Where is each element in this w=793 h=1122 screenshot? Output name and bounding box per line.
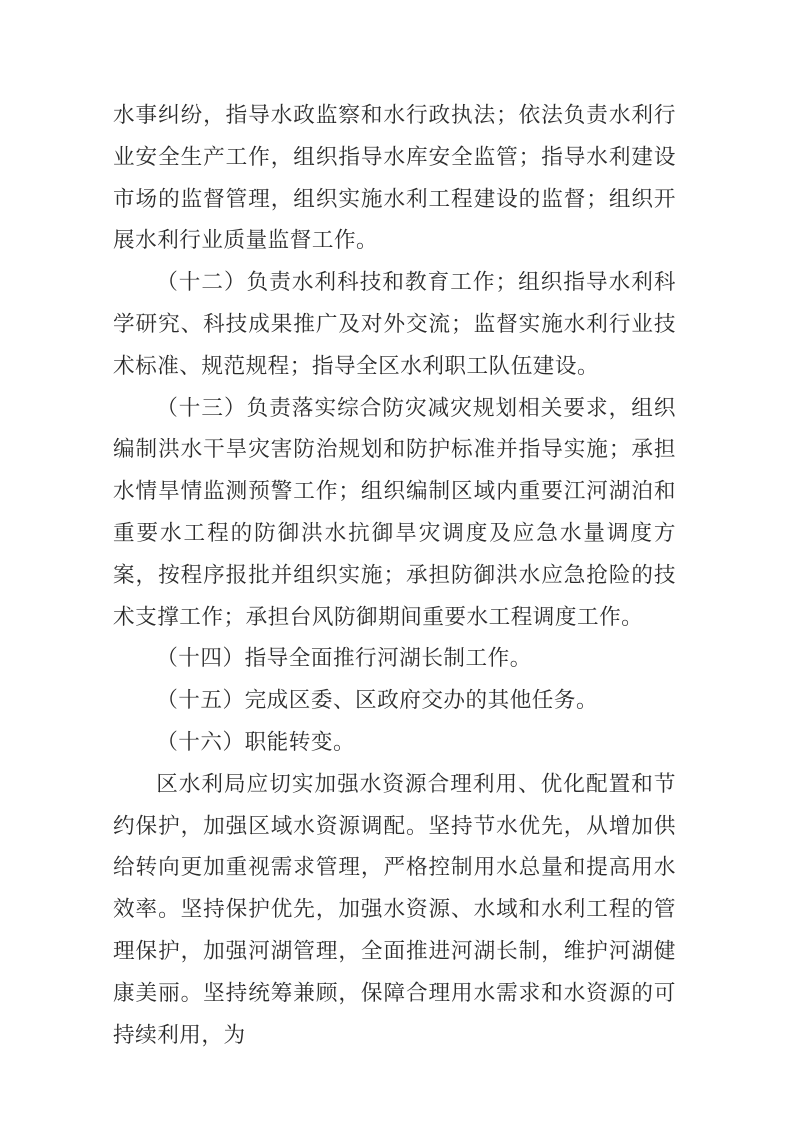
paragraph: （十二）负责水利科技和教育工作；组织指导水利科学研究、科技成果推广及对外交流；监督实施水利行业技术标准、规范规程；指导全区水利职工队伍建设。 [113, 270, 676, 378]
paragraph: （十六）职能转变。 [156, 729, 356, 754]
paragraph: 区水利局应切实加强水资源合理利用、优化配置和节约保护，加强区域水资源调配。坚持节水优先，从增加供给转向更加重视需求管理，严格控制用水总量和提高用水效率。坚持保护优先，加强水资源、水域和水利工程的管理保护，加强河湖管理，全面推进河湖长制，维护河湖健康美丽。坚持统筹兼顾，保障合理用水需求和水资源的可持续利用，为 [113, 771, 676, 1047]
document-body [113, 95, 676, 1056]
paragraph: 水事纠纷，指导水政监察和水行政执法；依法负责水利行业安全生产工作，组织指导水库安全监管；指导水利建设市场的监督管理，组织实施水利工程建设的监督；组织开展水利行业质量监督工作。 [113, 103, 676, 253]
paragraph: （十三）负责落实综合防灾减灾规划相关要求，组织编制洪水干旱灾害防治规划和防护标准并指导实施；承担水情旱情监测预警工作；组织编制区域内重要江河湖泊和重要水工程的防御洪水抗御旱灾调度及应急水量调度方案，按程序报批并组织实施；承担防御洪水应急抢险的技术支撑工作；承担台风防御期间重要水工程调度工作。 [113, 395, 676, 629]
paragraph: （十五）完成区委、区政府交办的其他任务。 [156, 688, 599, 713]
paragraph: （十四）指导全面推行河湖长制工作。 [156, 646, 532, 671]
